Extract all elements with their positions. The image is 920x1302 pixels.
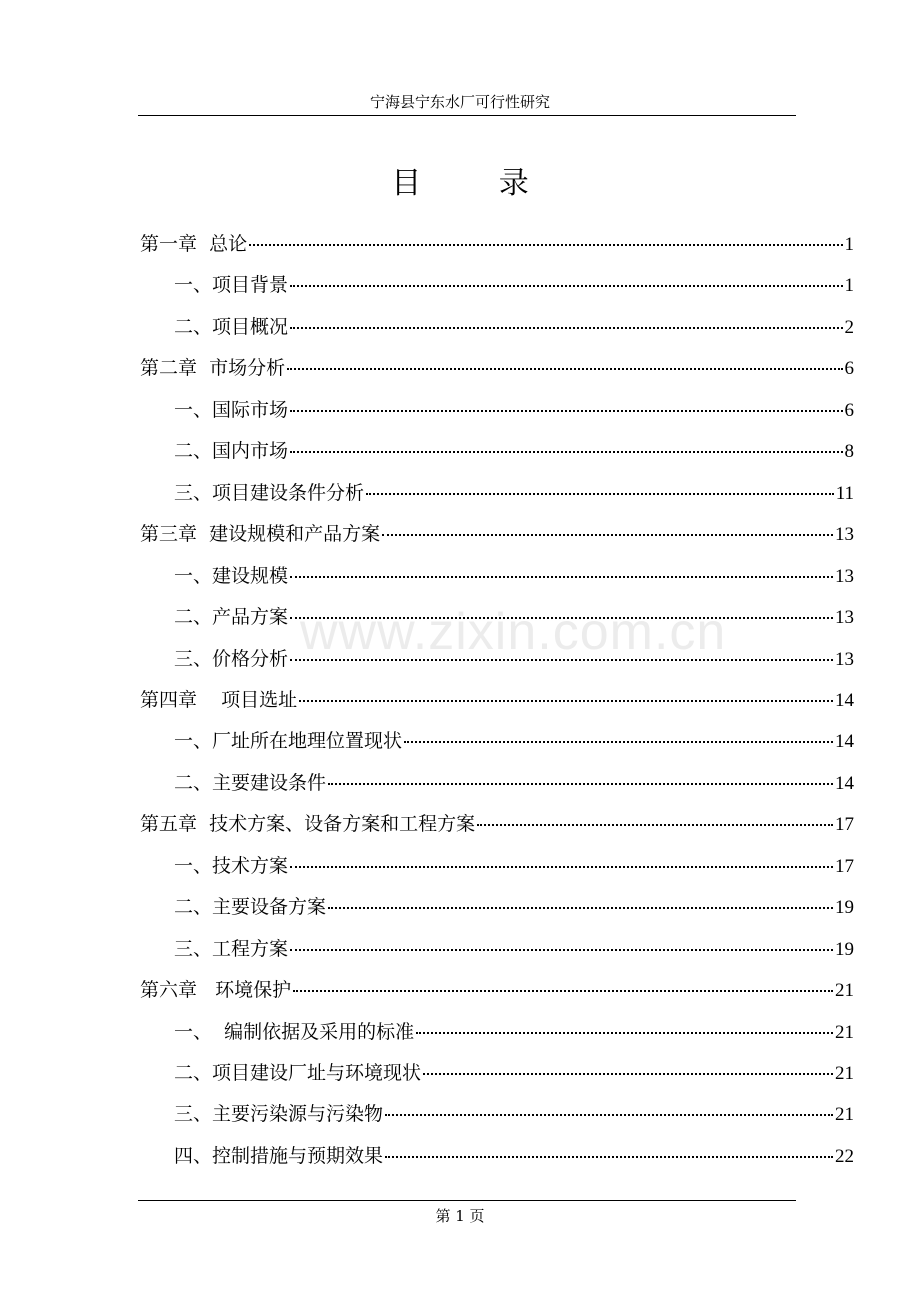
toc-entry-label: 一、厂址所在地理位置现状 [174,730,403,752]
toc-entry-page: 13 [835,649,854,670]
toc-entry-label: 四、控制措施与预期效果 [174,1145,384,1167]
page-header: 宁海县宁东水厂可行性研究 [369,93,550,111]
toc-entry[interactable] [174,597,854,638]
toc-entry-page: 17 [835,814,854,835]
toc-entry[interactable] [140,348,854,389]
toc-entry-page: 1 [844,275,854,296]
toc-entry[interactable] [140,680,854,721]
toc-entry[interactable] [174,846,854,887]
toc-entry-page: 21 [835,980,854,1001]
toc-entry-page: 19 [835,939,854,960]
toc-entry[interactable] [174,763,854,804]
toc-entry-label: 第五章 技术方案、设备方案和工程方案 [140,813,476,835]
toc-entry-label: 一、 编制依据及采用的标准 [174,1021,415,1043]
toc-entry[interactable] [140,804,854,845]
toc-entry-label: 三、工程方案 [174,938,289,960]
toc-leader-dots [249,243,842,246]
toc-entry-page: 21 [835,1022,854,1043]
toc-entry-page: 13 [835,566,854,587]
toc-entry-label: 二、主要建设条件 [174,772,327,794]
toc-entry-label: 三、主要污染源与污染物 [174,1103,384,1125]
toc-entry-label: 第二章 市场分析 [140,357,286,379]
toc-entry[interactable] [174,390,854,431]
toc-leader-dots [290,450,842,453]
toc-entry[interactable] [174,265,854,306]
toc-entry[interactable] [174,1094,854,1135]
toc-leader-dots [328,782,833,785]
toc-leader-dots [290,326,842,329]
footer-rule [138,1200,796,1201]
page-footer: 第 1 页 [435,1207,485,1225]
toc-entry[interactable] [174,307,854,348]
toc-entry-label: 一、国际市场 [174,399,289,421]
toc-leader-dots [328,906,833,909]
toc-entry-page: 8 [844,441,854,462]
toc-entry-page: 6 [844,400,854,421]
toc-entry-label: 第三章 建设规模和产品方案 [140,523,381,545]
toc-entry-label: 二、国内市场 [174,440,289,462]
toc-entry-label: 二、产品方案 [174,606,289,628]
toc-entry[interactable] [140,514,854,555]
toc-entry[interactable] [174,929,854,970]
toc-entry-page: 22 [835,1146,854,1167]
toc-entry-label: 二、项目建设厂址与环境现状 [174,1062,422,1084]
toc-entry[interactable] [174,431,854,472]
toc-entry-page: 14 [835,690,854,711]
toc-leader-dots [477,823,833,826]
toc-leader-dots [290,284,842,287]
toc-leader-dots [290,865,833,868]
toc-leader-dots [382,533,833,536]
toc-entry-label: 一、项目背景 [174,274,289,296]
toc-entry[interactable] [174,721,854,762]
toc-leader-dots [366,492,834,495]
toc-entry-page: 6 [844,358,854,379]
toc-entry-label: 第一章 总论 [140,233,248,255]
toc-entry[interactable] [174,1053,854,1094]
toc-entry-page: 21 [835,1063,854,1084]
toc-entry[interactable] [174,1012,854,1053]
header-rule [138,115,796,116]
toc-leader-dots [290,658,833,661]
toc-entry-label: 二、主要设备方案 [174,896,327,918]
toc-entry-page: 11 [835,483,854,504]
toc-entry[interactable] [174,556,854,597]
toc-entry-page: 14 [835,731,854,752]
toc-entry-label: 三、项目建设条件分析 [174,482,365,504]
toc-leader-dots [299,699,833,702]
toc-entry[interactable] [140,224,854,265]
toc-entry-page: 21 [835,1104,854,1125]
toc-entry-page: 14 [835,773,854,794]
watermark: www.zixin.com.cn [300,603,727,661]
toc-entry-label: 一、技术方案 [174,855,289,877]
toc-entry-page: 17 [835,856,854,877]
toc-entry-page: 13 [835,524,854,545]
toc-leader-dots [290,948,833,951]
toc-entry[interactable] [174,473,854,514]
toc-entry[interactable] [174,639,854,680]
toc-entry[interactable] [174,887,854,928]
toc-entry-label: 一、建设规模 [174,565,289,587]
toc-entry-label: 三、价格分析 [174,648,289,670]
toc-entry-page: 1 [844,234,854,255]
toc-leader-dots [385,1155,833,1158]
toc-entry[interactable] [174,1136,854,1177]
toc-entry-label: 二、项目概况 [174,316,289,338]
toc-entry-label: 第六章 环境保护 [140,979,292,1001]
toc-leader-dots [290,409,842,412]
toc-leader-dots [416,1031,833,1034]
toc-leader-dots [404,740,833,743]
toc-leader-dots [287,367,842,370]
toc-entry[interactable] [140,970,854,1011]
toc-entry-page: 2 [844,317,854,338]
toc-entry-page: 19 [835,897,854,918]
toc-leader-dots [423,1072,833,1075]
toc-entry-label: 第四章 项目选址 [140,689,298,711]
toc-entry-page: 13 [835,607,854,628]
toc-leader-dots [290,616,833,619]
page-title: 目 录 [391,166,563,201]
toc-leader-dots [293,989,833,992]
toc-leader-dots [290,575,833,578]
toc-leader-dots [385,1113,833,1116]
